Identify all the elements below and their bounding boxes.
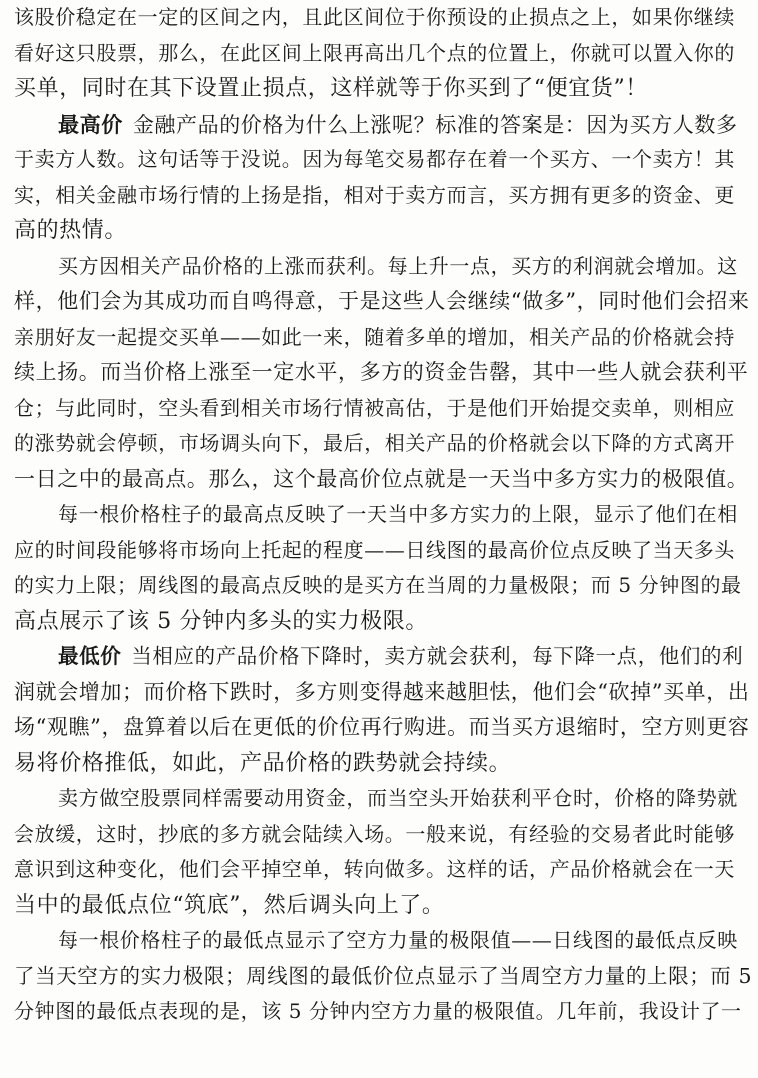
text-line: 看好这只股票，那么，在此区间上限再高出几个点的位置上，你就可以置入你的 xyxy=(14,40,735,65)
text-line: 于卖方人数。这句话等于没说。因为每笔交易都存在着一个买方、一个卖方！其 xyxy=(14,147,735,171)
section-term-low-price: 最低价 xyxy=(58,644,122,668)
text-line: 买方因相关产品价格的上涨而获利。每上升一点，买方的利润就会增加。这 xyxy=(58,253,738,278)
text-line: 仓；与此同时，空头看到相关市场行情被高估，于是他们开始提交卖单，则相应 xyxy=(14,395,735,420)
text-run: 当相应的产品价格下降时，卖方就会获利，每下降一点，他们的利 xyxy=(131,644,744,668)
text-line: 一日之中的最高点。那么，这个最高价位点就是一天当中多方实力的极限值。 xyxy=(14,466,749,491)
text-line: 应的时间段能够将市场向上托起的程度——日线图的最高价位点反映了当天多头 xyxy=(14,537,735,562)
section-term-high-price: 最高价 xyxy=(58,111,123,137)
text-line: 分钟图的最低点表现的是，该 5 分钟内空方力量的极限值。几年前，我设计了一 xyxy=(14,999,742,1023)
paragraph-first-line xyxy=(14,107,752,143)
text-line: 每一根价格柱子的最高点反映了一天当中多方实力的上限，显示了他们在相 xyxy=(58,502,738,526)
paragraph-first-line xyxy=(14,639,752,675)
text-line: 的实力上限；周线图的最高点反映的是买方在当周的力量极限；而 5 分钟图的最 xyxy=(14,573,742,597)
text-line: 该股价稳定在一定的区间之内，且此区间位于你预设的止损点之上，如果你继续 xyxy=(14,5,735,29)
text-line: 润就会增加；而价格下跌时，多方则变得越来越胆怯，他们会“砍掉”买单，出 xyxy=(14,679,750,704)
text-line: 续上扬。而当价格上涨至一定水平，多方的资金告罄，其中一些人就会获利平 xyxy=(14,360,749,384)
text-line: 高的热情。 xyxy=(14,218,128,243)
text-line: 买单，同时在其下设置止损点，这样就等于你买到了“便宜货”！ xyxy=(14,76,648,101)
text-line: 每一根价格柱子的最低点显示了空方力量的极限值——日线图的最低点反映 xyxy=(58,928,738,952)
text-line: 实，相关金融市场行情的上扬是指，相对于卖方而言，买方拥有更多的资金、更 xyxy=(14,182,735,207)
text-run: 金融产品的价格为什么上涨呢？标准的答案是：因为买方人数多 xyxy=(132,112,738,137)
text-line: 会放缓，这时，抄底的多方就会陆续入场。一般来说，有经验的交易者此时能够 xyxy=(14,821,735,846)
text-line: 亲朋好友一起提交买单——如此一来，随着多单的增加，相关产品的价格就会持 xyxy=(14,324,735,349)
text-line: 样，他们会为其成功而自鸣得意，于是这些人会继续“做多”，同时他们会招来 xyxy=(14,289,750,313)
text-line: 场“观瞧”，盘算着以后在更低的价位再行购进。而当买方退缩时，空方则更容 xyxy=(14,715,750,739)
text-line: 高点展示了该 5 分钟内多头的实力极限。 xyxy=(14,608,428,634)
text-line: 卖方做空股票同样需要动用资金，而当空头开始获利平仓时，价格的降势就 xyxy=(58,786,738,810)
text-line: 当中的最低点位“筑底”，然后调头向上了。 xyxy=(14,892,445,918)
text-line: 易将价格推低，如此，产品价格的跌势就会持续。 xyxy=(14,750,512,776)
text-line: 了当天空方的实力极限；周线图的最低价位点显示了当周空方力量的上限；而 5 xyxy=(14,963,752,988)
text-line: 的涨势就会停顿，市场调头向下，最后，相关产品的价格就会以下降的方式离开 xyxy=(14,431,735,455)
text-line: 意识到这种变化，他们会平掉空单，转向做多。这样的话，产品价格就会在一天 xyxy=(14,857,735,881)
